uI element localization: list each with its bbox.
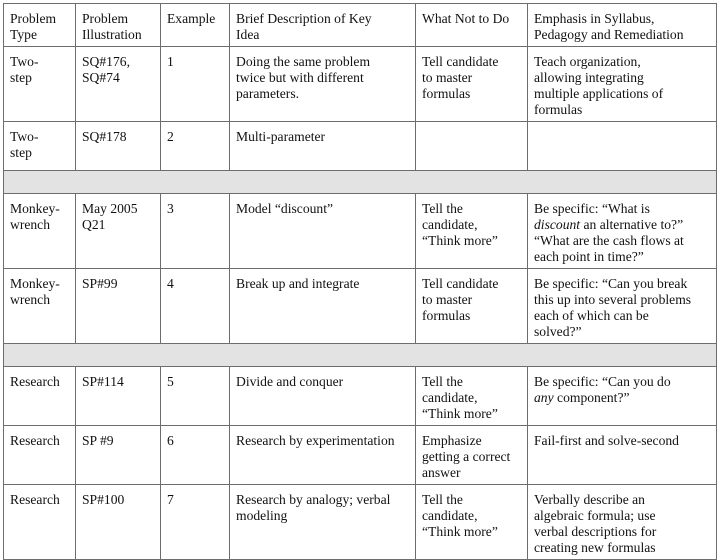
cell-description: Doing the same problem twice but with different parameters. xyxy=(230,47,416,122)
cell-emphasis: Fail-first and solve-second xyxy=(528,426,717,485)
problem-types-table xyxy=(3,3,717,560)
cell-example: 4 xyxy=(161,269,230,344)
cell-not-to-do: Tell candidate to master formulas xyxy=(416,269,528,344)
cell-problem-type: Two- step xyxy=(4,122,76,171)
separator-row xyxy=(4,344,717,367)
cell-example: 1 xyxy=(161,47,230,122)
cell-problem-type: Research xyxy=(4,426,76,485)
separator-cell xyxy=(4,171,717,194)
cell-illustration: SP#114 xyxy=(76,367,161,426)
table-row xyxy=(4,485,717,560)
cell-not-to-do: Emphasize getting a correct answer xyxy=(416,426,528,485)
cell-problem-type: Research xyxy=(4,485,76,560)
cell-problem-type: Monkey- wrench xyxy=(4,194,76,269)
cell-description: Multi-parameter xyxy=(230,122,416,171)
header-what-not-to-do: What Not to Do xyxy=(416,4,528,47)
table-row xyxy=(4,47,717,122)
cell-illustration: SP #9 xyxy=(76,426,161,485)
cell-example: 2 xyxy=(161,122,230,171)
cell-description: Research by experimentation xyxy=(230,426,416,485)
cell-example: 3 xyxy=(161,194,230,269)
table-row xyxy=(4,426,717,485)
cell-problem-type: Monkey- wrench xyxy=(4,269,76,344)
cell-emphasis xyxy=(528,122,717,171)
table-row xyxy=(4,194,717,269)
cell-description: Model “discount” xyxy=(230,194,416,269)
cell-emphasis: Be specific: “Can you do any component?” xyxy=(528,367,717,426)
cell-description: Research by analogy; verbal modeling xyxy=(230,485,416,560)
cell-not-to-do: Tell the candidate, “Think more” xyxy=(416,194,528,269)
separator-row xyxy=(4,171,717,194)
separator-cell xyxy=(4,344,717,367)
cell-example: 7 xyxy=(161,485,230,560)
cell-not-to-do xyxy=(416,122,528,171)
cell-illustration: SQ#178 xyxy=(76,122,161,171)
cell-illustration: May 2005 Q21 xyxy=(76,194,161,269)
cell-not-to-do: Tell the candidate, “Think more” xyxy=(416,485,528,560)
cell-problem-type: Two- step xyxy=(4,47,76,122)
header-emphasis: Emphasis in Syllabus, Pedagogy and Remediation xyxy=(528,4,717,47)
header-example: Example xyxy=(161,4,230,47)
table-row xyxy=(4,122,717,171)
cell-illustration: SQ#176, SQ#74 xyxy=(76,47,161,122)
cell-description: Break up and integrate xyxy=(230,269,416,344)
cell-illustration: SP#99 xyxy=(76,269,161,344)
cell-emphasis: Teach organization, allowing integrating multiple applications of formulas xyxy=(528,47,717,122)
cell-emphasis: Verbally describe an algebraic formula; use verbal descriptions for creating new formulas xyxy=(528,485,717,560)
cell-illustration: SP#100 xyxy=(76,485,161,560)
cell-example: 6 xyxy=(161,426,230,485)
cell-emphasis: Be specific: “Can you break this up into several problems each of which can be solved?” xyxy=(528,269,717,344)
header-problem-illustration: Problem Illustration xyxy=(76,4,161,47)
cell-example: 5 xyxy=(161,367,230,426)
table-row xyxy=(4,269,717,344)
cell-not-to-do: Tell candidate to master formulas xyxy=(416,47,528,122)
header-brief-description: Brief Description of Key Idea xyxy=(230,4,416,47)
cell-not-to-do: Tell the candidate, “Think more” xyxy=(416,367,528,426)
header-problem-type: Problem Type xyxy=(4,4,76,47)
cell-problem-type: Research xyxy=(4,367,76,426)
header-row xyxy=(4,4,717,47)
table-row xyxy=(4,367,717,426)
cell-emphasis: Be specific: “What is discount an alternative to?” “What are the cash flows at each point in time?” xyxy=(528,194,717,269)
cell-description: Divide and conquer xyxy=(230,367,416,426)
